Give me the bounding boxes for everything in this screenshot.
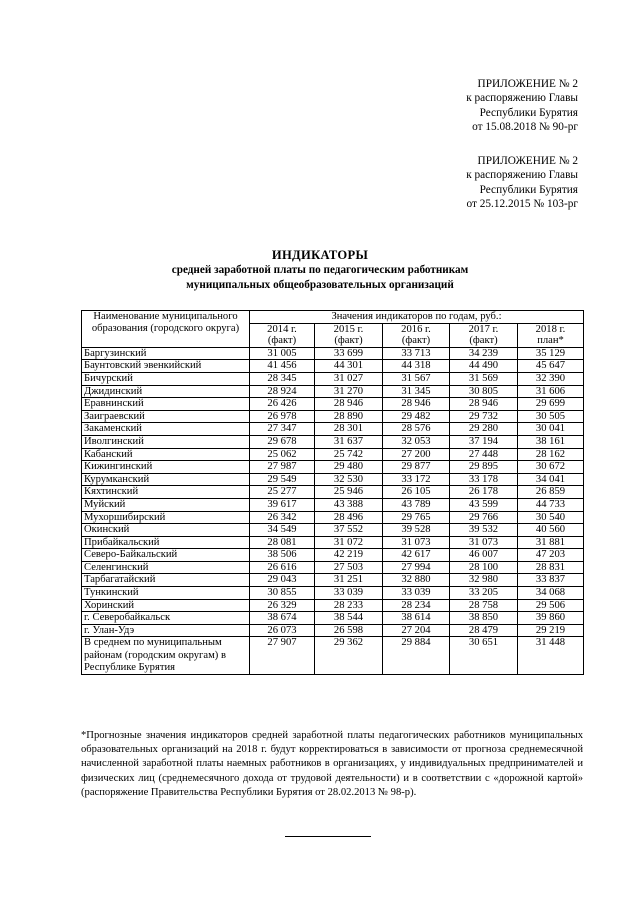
municipality-name: г. Северобайкальск (82, 612, 250, 625)
indicator-value: 29 884 (383, 637, 450, 675)
indicator-value: 34 239 (450, 347, 518, 360)
indicator-value: 39 860 (518, 612, 584, 625)
indicator-value: 29 506 (518, 599, 584, 612)
appendix-header-original (466, 154, 578, 212)
indicator-value: 25 277 (250, 486, 315, 499)
indicator-value: 28 162 (518, 448, 584, 461)
indicator-value: 29 219 (518, 624, 584, 637)
municipality-name: В среднем по муниципальным районам (городским округам) в Республике Бурятия (82, 637, 250, 675)
indicator-value: 31 448 (518, 637, 584, 675)
table-row (82, 498, 584, 511)
indicator-value: 27 987 (250, 461, 315, 474)
indicator-value: 26 105 (383, 486, 450, 499)
header-year-kind: (факт) (469, 335, 498, 347)
indicator-value: 41 456 (250, 360, 315, 373)
header-year-0 (250, 323, 315, 347)
table-row (82, 347, 584, 360)
table-row (82, 473, 584, 486)
table-row (82, 587, 584, 600)
indicator-value: 34 549 (250, 524, 315, 537)
indicator-value: 30 540 (518, 511, 584, 524)
indicator-value: 33 837 (518, 574, 584, 587)
indicator-value: 44 318 (383, 360, 450, 373)
header-year-label: 2014 г. (267, 323, 297, 335)
indicator-value: 38 161 (518, 435, 584, 448)
indicator-value: 28 576 (383, 423, 450, 436)
indicator-value: 32 880 (383, 574, 450, 587)
indicator-value: 26 426 (250, 398, 315, 411)
indicator-value: 29 877 (383, 461, 450, 474)
footer-rule (285, 836, 371, 837)
municipality-name: Окинский (82, 524, 250, 537)
municipality-name: Курумканский (82, 473, 250, 486)
appendix-title: ПРИЛОЖЕНИЕ № 2 (477, 155, 578, 167)
indicator-value: 42 219 (315, 549, 383, 562)
municipality-name: Хоринский (82, 599, 250, 612)
indicator-value: 31 569 (450, 372, 518, 385)
indicator-value: 31 005 (250, 347, 315, 360)
indicator-value: 37 552 (315, 524, 383, 537)
municipality-name: Бичурский (82, 372, 250, 385)
indicator-value: 26 329 (250, 599, 315, 612)
indicator-value: 33 699 (315, 347, 383, 360)
municipality-name: Джидинский (82, 385, 250, 398)
indicator-value: 26 598 (315, 624, 383, 637)
indicator-value: 29 280 (450, 423, 518, 436)
municipality-name: Еравнинский (82, 398, 250, 411)
indicator-value: 33 713 (383, 347, 450, 360)
indicator-value: 38 506 (250, 549, 315, 562)
indicator-value: 31 027 (315, 372, 383, 385)
appendix-date: от 25.12.2015 № 103-рг (466, 198, 578, 211)
footnote (81, 729, 583, 800)
indicator-value: 30 651 (450, 637, 518, 675)
indicator-value: 28 234 (383, 599, 450, 612)
indicator-value: 27 994 (383, 561, 450, 574)
table-row (82, 423, 584, 436)
indicator-value: 31 606 (518, 385, 584, 398)
table-row (82, 612, 584, 625)
indicator-value: 46 007 (450, 549, 518, 562)
indicator-value: 28 496 (315, 511, 383, 524)
appendix-ref-line: к распоряжению Главы (466, 92, 578, 105)
table-row (82, 360, 584, 373)
indicator-value: 37 194 (450, 435, 518, 448)
document-subtitle: муниципальных общеобразовательных организаций (186, 279, 454, 291)
indicator-value: 38 674 (250, 612, 315, 625)
indicator-value: 33 039 (383, 587, 450, 600)
indicator-value: 28 345 (250, 372, 315, 385)
indicator-value: 29 043 (250, 574, 315, 587)
municipality-name: Баунтовский эвенкийский (82, 360, 250, 373)
indicator-value: 30 672 (518, 461, 584, 474)
table-body (82, 347, 584, 674)
indicator-value: 26 073 (250, 624, 315, 637)
indicators-table (81, 310, 584, 675)
indicator-value: 26 859 (518, 486, 584, 499)
header-values-by-year: Значения индикаторов по годам, руб.: (250, 311, 584, 324)
indicator-value: 31 072 (315, 536, 383, 549)
indicator-value: 45 647 (518, 360, 584, 373)
table-row (82, 385, 584, 398)
indicator-value: 26 342 (250, 511, 315, 524)
indicator-value: 28 479 (450, 624, 518, 637)
indicator-value: 29 766 (450, 511, 518, 524)
indicator-value: 29 765 (383, 511, 450, 524)
table-row (82, 524, 584, 537)
header-year-kind: (факт) (267, 335, 297, 347)
table-row (82, 511, 584, 524)
indicator-value: 29 549 (250, 473, 315, 486)
indicator-value: 31 345 (383, 385, 450, 398)
indicator-value: 29 895 (450, 461, 518, 474)
indicator-value: 28 890 (315, 410, 383, 423)
municipality-name: Муйский (82, 498, 250, 511)
indicator-value: 33 039 (315, 587, 383, 600)
indicator-value: 28 233 (315, 599, 383, 612)
indicator-value: 29 678 (250, 435, 315, 448)
indicator-value: 28 301 (315, 423, 383, 436)
header-year-label: 2017 г. (468, 323, 499, 335)
header-year-3 (450, 323, 518, 347)
indicator-value: 32 980 (450, 574, 518, 587)
indicator-value: 28 758 (450, 599, 518, 612)
header-year-label: 2016 г. (401, 323, 431, 335)
indicator-value: 28 081 (250, 536, 315, 549)
municipality-name: Тарбагатайский (82, 574, 250, 587)
indicator-value: 38 544 (315, 612, 383, 625)
municipality-name: Северо-Байкальский (82, 549, 250, 562)
indicator-value: 25 946 (315, 486, 383, 499)
header-year-kind: план* (537, 335, 564, 347)
indicator-value: 31 637 (315, 435, 383, 448)
appendix-title: ПРИЛОЖЕНИЕ № 2 (477, 78, 578, 90)
municipality-name: Мухоршибирский (82, 511, 250, 524)
indicator-value: 26 616 (250, 561, 315, 574)
indicator-value: 29 480 (315, 461, 383, 474)
indicator-value: 29 699 (518, 398, 584, 411)
municipality-name: Баргузинский (82, 347, 250, 360)
table-row (82, 461, 584, 474)
indicator-value: 32 530 (315, 473, 383, 486)
indicator-value: 26 978 (250, 410, 315, 423)
indicator-value: 30 805 (450, 385, 518, 398)
indicator-value: 28 946 (450, 398, 518, 411)
indicator-value: 32 390 (518, 372, 584, 385)
header-year-label: 2015 г. (333, 323, 364, 335)
header-year-label: 2018 г. (535, 323, 566, 335)
indicator-value: 35 129 (518, 347, 584, 360)
indicator-value: 43 789 (383, 498, 450, 511)
indicator-value: 28 946 (315, 398, 383, 411)
municipality-name: Кяхтинский (82, 486, 250, 499)
indicator-value: 44 301 (315, 360, 383, 373)
indicator-value: 31 251 (315, 574, 383, 587)
indicator-value: 29 362 (315, 637, 383, 675)
indicator-value: 44 733 (518, 498, 584, 511)
indicator-value: 32 053 (383, 435, 450, 448)
indicator-value: 27 200 (383, 448, 450, 461)
municipality-name: Заиграевский (82, 410, 250, 423)
table-row (82, 624, 584, 637)
table-row (82, 536, 584, 549)
table-row (82, 599, 584, 612)
indicator-value: 27 347 (250, 423, 315, 436)
indicator-value: 28 100 (450, 561, 518, 574)
municipality-name: Прибайкальский (82, 536, 250, 549)
municipality-name: Иволгинский (82, 435, 250, 448)
indicator-value: 28 924 (250, 385, 315, 398)
table-row (82, 549, 584, 562)
municipality-name: Кижингинский (82, 461, 250, 474)
indicator-value: 25 742 (315, 448, 383, 461)
indicator-value: 40 560 (518, 524, 584, 537)
indicator-value: 39 532 (450, 524, 518, 537)
table-row (82, 435, 584, 448)
municipality-name: Закаменский (82, 423, 250, 436)
indicator-value: 33 172 (383, 473, 450, 486)
indicator-value: 43 388 (315, 498, 383, 511)
header-municipality: Наименование муниципального образования (городского округа) (82, 311, 250, 348)
footnote-text: *Прогнозные значения индикаторов средней заработной платы педагогических работников муниципальных образовательных организаций на 2018 г. будут корректироваться в зависимости от прогноза среднемесячной начисленной заработной платы наемных работников в организациях, у индивидуальных предпринимателей и физических лиц (среднемесячного дохода от трудовой деятельности) и в соответствии с «дорожной картой» (распоряжение Правительства Республики Бурятия от 28.02.2013 № 98-р). (81, 730, 583, 798)
table-row (82, 372, 584, 385)
indicator-value: 31 881 (518, 536, 584, 549)
indicator-value: 25 062 (250, 448, 315, 461)
table-row (82, 561, 584, 574)
municipality-name: Тункинский (82, 587, 250, 600)
indicator-value: 31 073 (383, 536, 450, 549)
indicator-value: 39 617 (250, 498, 315, 511)
indicator-value: 34 041 (518, 473, 584, 486)
indicator-value: 33 178 (450, 473, 518, 486)
table-row (82, 574, 584, 587)
municipality-name: Селенгинский (82, 561, 250, 574)
indicator-value: 27 448 (450, 448, 518, 461)
header-year-1 (315, 323, 383, 347)
indicator-value: 38 850 (450, 612, 518, 625)
appendix-header-current (466, 77, 578, 135)
table-row (82, 410, 584, 423)
table-row (82, 448, 584, 461)
header-year-4 (518, 323, 584, 347)
header-year-2 (383, 323, 450, 347)
indicator-value: 31 073 (450, 536, 518, 549)
indicator-value: 44 490 (450, 360, 518, 373)
indicator-value: 29 732 (450, 410, 518, 423)
indicator-value: 33 205 (450, 587, 518, 600)
header-year-kind: (факт) (334, 335, 363, 347)
indicator-value: 28 831 (518, 561, 584, 574)
indicator-value: 43 599 (450, 498, 518, 511)
table-row (82, 398, 584, 411)
table-row-average (82, 637, 584, 675)
indicator-value: 28 946 (383, 398, 450, 411)
indicator-value: 27 503 (315, 561, 383, 574)
municipality-name: г. Улан-Удэ (82, 624, 250, 637)
indicator-value: 34 068 (518, 587, 584, 600)
indicator-value: 42 617 (383, 549, 450, 562)
indicator-value: 26 178 (450, 486, 518, 499)
appendix-ref-line: Республики Бурятия (479, 183, 578, 196)
appendix-date: от 15.08.2018 № 90-рг (472, 121, 578, 134)
indicator-value: 30 505 (518, 410, 584, 423)
appendix-ref-line: Республики Бурятия (479, 106, 578, 119)
document-title: ИНДИКАТОРЫ (271, 248, 369, 262)
indicator-value: 47 203 (518, 549, 584, 562)
indicator-value: 30 855 (250, 587, 315, 600)
municipality-name: Кабанский (82, 448, 250, 461)
appendix-ref-line: к распоряжению Главы (466, 169, 578, 182)
indicator-value: 38 614 (383, 612, 450, 625)
indicator-value: 27 907 (250, 637, 315, 675)
indicator-value: 31 567 (383, 372, 450, 385)
document-subtitle: средней заработной платы по педагогическим работникам (171, 264, 469, 276)
indicator-value: 29 482 (383, 410, 450, 423)
indicator-value: 31 270 (315, 385, 383, 398)
indicator-value: 39 528 (383, 524, 450, 537)
indicator-value: 27 204 (383, 624, 450, 637)
table-row (82, 486, 584, 499)
header-year-kind: (факт) (401, 335, 431, 347)
indicator-value: 30 041 (518, 423, 584, 436)
